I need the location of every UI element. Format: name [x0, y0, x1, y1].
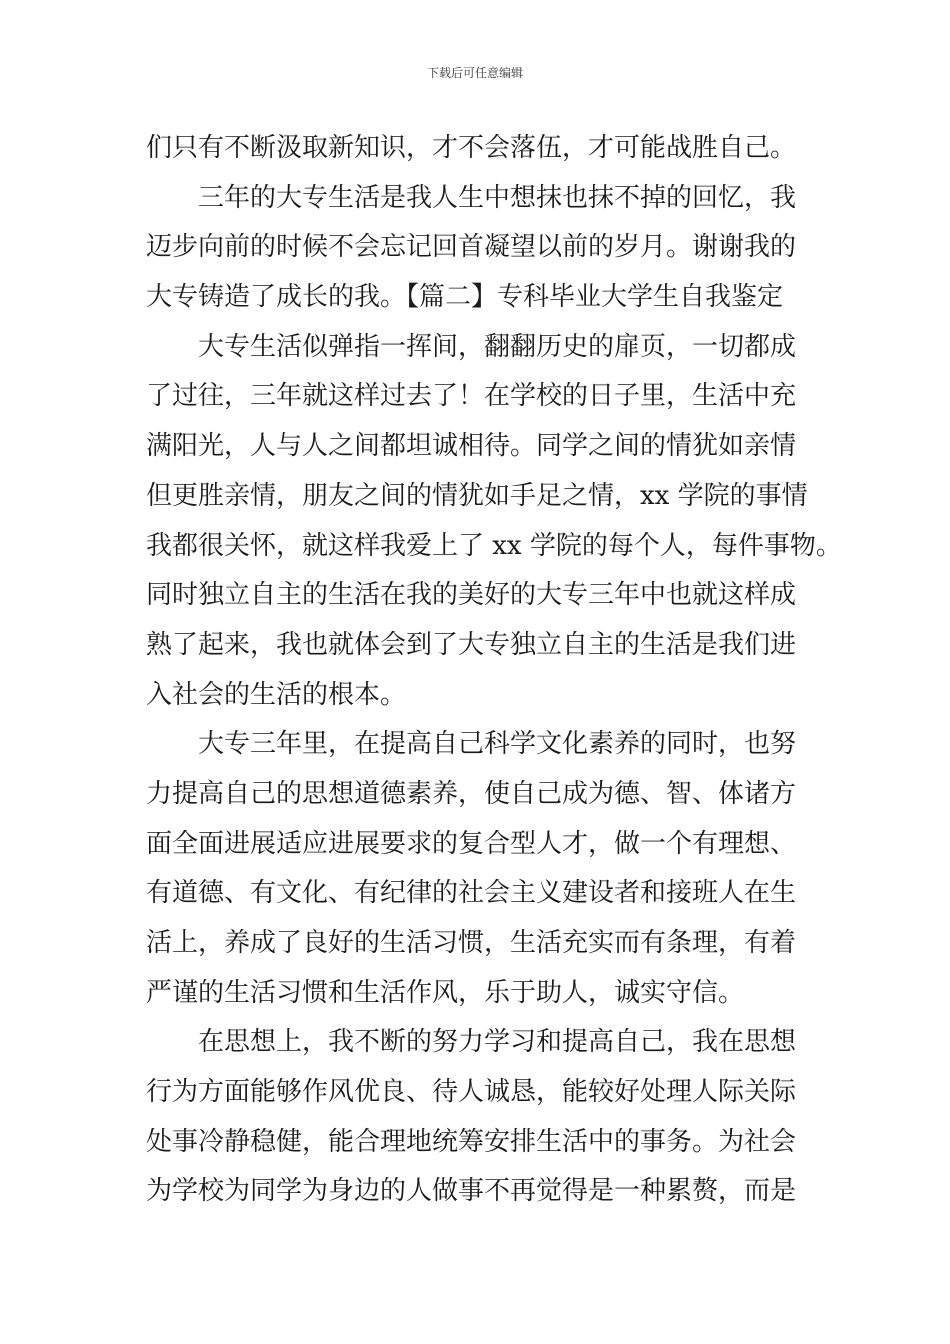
text-line: 为学校为同学为身边的人做事不再觉得是一种累赘，而是 — [146, 1176, 797, 1207]
text-line: 迈步向前的时候不会忘记回首凝望以前的岁月。谢谢我的 — [146, 232, 797, 263]
text-line: 我都很关怀，就这样我爱上了 xx 学院的每个人，每件事物。 — [146, 530, 842, 561]
text-line: 活上，养成了良好的生活习惯，生活充实而有条理，有着 — [146, 928, 797, 958]
text-line: 严谨的生活习惯和生活作风，乐于助人，诚实守信。 — [146, 977, 745, 1008]
text-line: 大专铸造了成长的我。【篇二】专科毕业大学生自我鉴定 — [146, 282, 784, 313]
text-line: 满阳光，人与人之间都坦诚相待。同学之间的情犹如亲情 — [146, 431, 797, 462]
text-line: 们只有不断汲取新知识，才不会落伍，才可能战胜自己。 — [146, 133, 797, 163]
text-line: 了过往，三年就这样过去了！在学校的日子里，生活中充 — [146, 381, 797, 412]
text-line: 入社会的生活的根本。 — [146, 679, 407, 710]
text-line: 熟了起来，我也就体会到了大专独立自主的生活是我们进 — [146, 629, 797, 660]
page-header: 下载后可任意编辑 — [426, 66, 523, 80]
text-line: 处事冷静稳健，能合理地统筹安排生活中的事务。为社会 — [146, 1126, 797, 1157]
text-line: 同时独立自主的生活在我的美好的大专三年中也就这样成 — [146, 580, 797, 611]
text-line: 在思想上，我不断的努力学习和提高自己，我在思想 — [198, 1027, 797, 1058]
text-line: 有道德、有文化、有纪律的社会主义建设者和接班人在生 — [146, 878, 797, 909]
text-line: 但更胜亲情，朋友之间的情犹如手足之情，xx 学院的事情 — [146, 480, 808, 511]
text-line: 面全面进展适应进展要求的复合型人才，做一个有理想、 — [146, 828, 797, 859]
text-line: 行为方面能够作风优良、待人诚恳，能较好处理人际关际 — [146, 1077, 797, 1108]
text-line: 力提高自己的思想道德素养，使自己成为德、智、体诸方 — [146, 778, 797, 809]
text-line: 三年的大专生活是我人生中想抹也抹不掉的回忆，我 — [198, 182, 797, 213]
document-body — [146, 124, 842, 1217]
text-line: 大专生活似弹指一挥间，翻翻历史的扉页，一切都成 — [198, 331, 797, 362]
text-line: 大专三年里，在提高自己科学文化素养的同时，也努 — [198, 729, 797, 760]
